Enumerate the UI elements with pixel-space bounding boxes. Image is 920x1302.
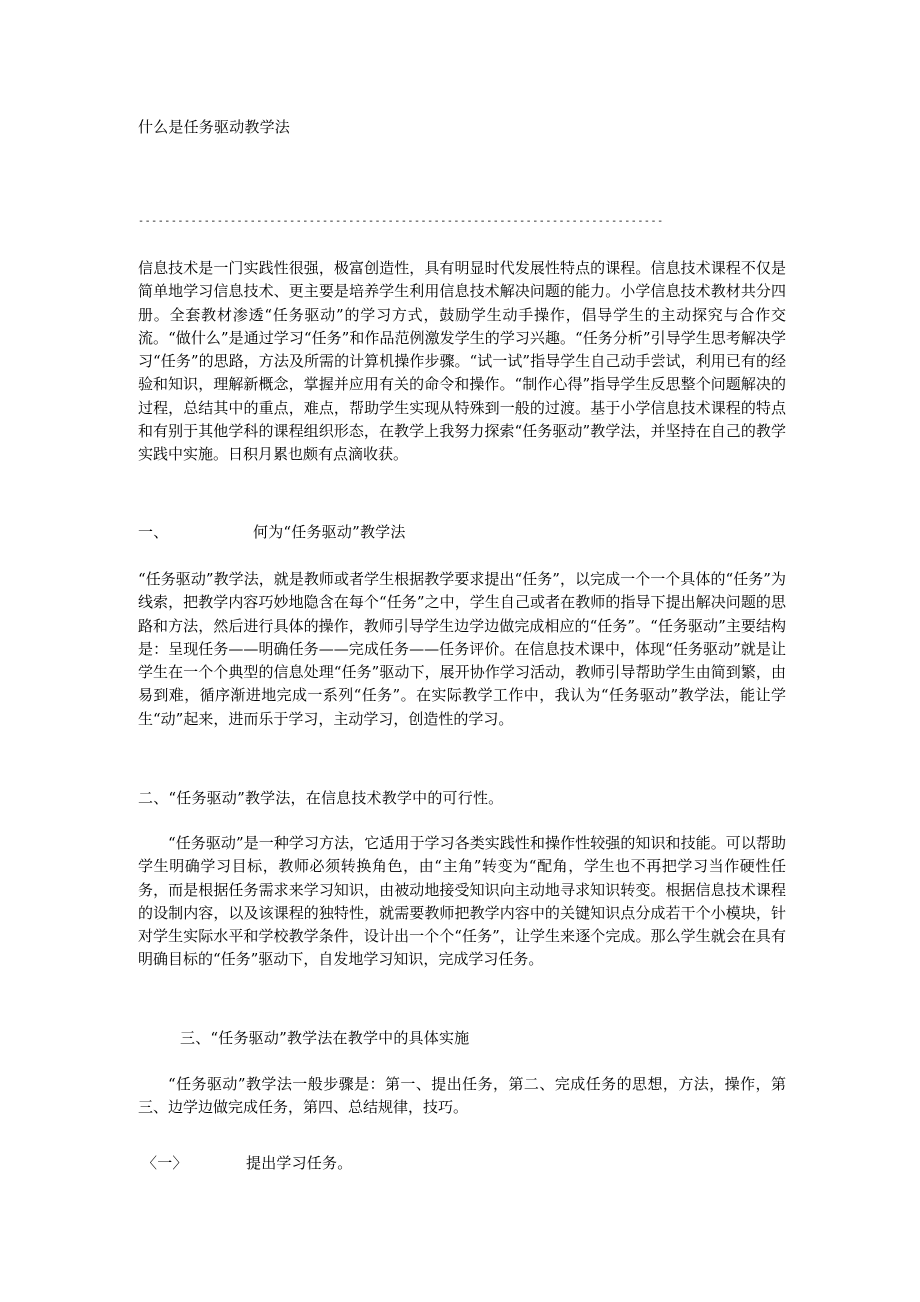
subsection-number-1: 〈一〉 — [142, 1154, 188, 1172]
intro-paragraph: 信息技术是一门实践性很强，极富创造性，具有明显时代发展性特点的课程。信息技术课程不仅是简单地学习信息技术、更主要是培养学生利用信息技术解决问题的能力。小学信息技术教材共分四册。全套教材渗透“任务驱动”的学习方式，鼓励学生动手操作，倡导学生的主动探究与合作交流。“做什么”是通过学习“任务”和作品范例激发学生的学习兴趣。“任务分析”引导学生思考解决学习“任务”的思路，方法及所需的计算机操作步骤。“试一试”指导学生自己动手尝试，利用已有的经验和知识，理解新概念，掌握并应用有关的命令和操作。“制作心得”指导学生反思整个问题解决的过程，总结其中的重点，难点，帮助学生实现从特殊到一般的过渡。基于小学信息技术课程的特点和有别于其他学科的课程组织形态，在教学上我努力探索“任务驱动”教学法，并坚持在自己的教学实践中实施。日积月累也颇有点滴收获。 — [138, 259, 786, 464]
section-heading-1 — [138, 521, 788, 543]
section-body-3: “任务驱动”教学法一般步骤是：第一、提出任务，第二、完成任务的思想，方法，操作，第三、边学边做完成任务，第四、总结规律，技巧。 — [138, 1075, 786, 1117]
section-body-1: “任务驱动”教学法，就是教师或者学生根据教学要求提出“任务”，以完成一个一个具体的“任务”为线索，把教学内容巧妙地隐含在每个“任务”之中，学生自己或者在教师的指导下提出解决问题的思路和方法，然后进行具体的操作，教师引导学生边学边做完成相应的“任务”。“任务驱动”主要结构是：呈现任务——明确任务——完成任务——任务评价。在信息技术课中，体现“任务驱动”就是让学生在一个个典型的信息处理“任务”驱动下，展开协作学习活动，教师引导帮助学生由简到繁，由易到难，循序渐进地完成一系列“任务”。在实际教学工作中，我认为“任务驱动”教学法，能让学生“动”起来，进而乐于学习，主动学习，创造性的学习。 — [138, 570, 786, 728]
section-body-2: “任务驱动”是一种学习方法，它适用于学习各类实践性和操作性较强的知识和技能。可以帮助学生明确学习目标，教师必须转换角色，由“主角”转变为“配角，学生也不再把学习当作硬性任务，而是根据任务需求来学习知识，由被动地接受知识向主动地寻求知识转变。根据信息技术课程的设制内容，以及该课程的独特性，就需要教师把教学内容中的关键知识点分成若干个小模块，针对学生实际水平和学校教学条件，设计出一个个“任务”，让学生来逐个完成。那么学生就会在具有明确目标的“任务”驱动下，自发地学习知识，完成学习任务。 — [138, 834, 786, 969]
section-heading-3: 三、“任务驱动”教学法在教学中的具体实施 — [180, 1029, 470, 1047]
separator-line: -------------------------------------------------------------------------------- — [138, 216, 664, 227]
section-heading-2: 二、“任务驱动”教学法，在信息技术教学中的可行性。 — [138, 789, 504, 807]
subsection-heading-1 — [142, 1152, 792, 1174]
document-title: 什么是任务驱动教学法 — [138, 118, 291, 136]
section-number-1: 一、 — [138, 523, 169, 541]
subsection-title-1: 提出学习任务。 — [246, 1154, 353, 1172]
section-title-1: 何为“任务驱动”教学法 — [253, 523, 406, 541]
